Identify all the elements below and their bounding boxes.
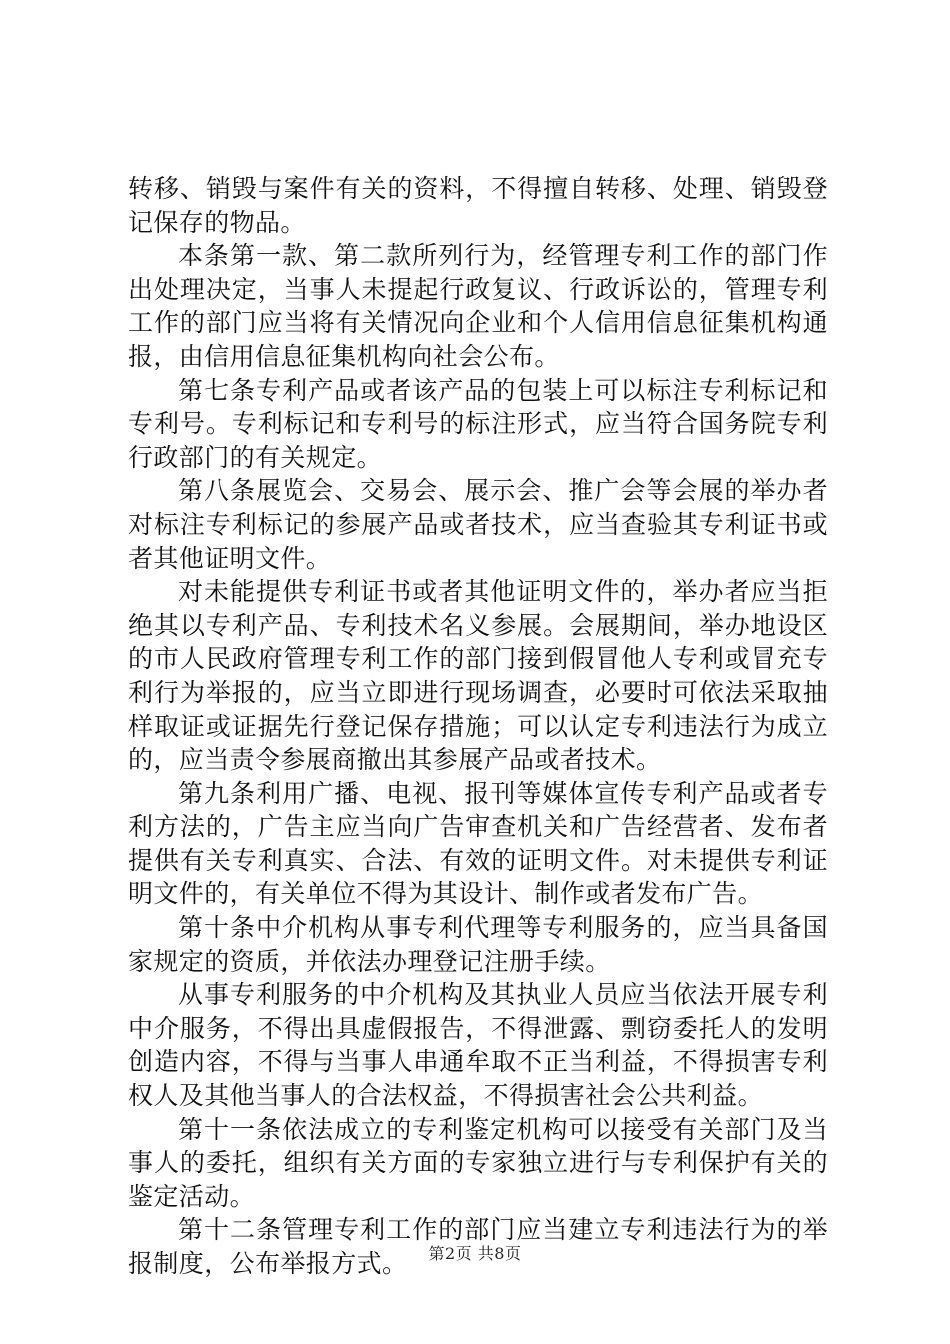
paragraph-10: 第十二条管理专利工作的部门应当建立专利违法行为的举报制度，公布举报方式。 <box>128 1215 828 1278</box>
paragraph-6: 第九条利用广播、电视、报刊等媒体宣传专利产品或者专利方法的，广告主应当向广告审查机关和广告经营者、发布者提供有关专利真实、合法、有效的证明文件。对未提供专利证明文件的，有关单位不得为其设计、制作或者发布广告。 <box>128 778 828 909</box>
document-body <box>128 172 828 1281</box>
paragraph-5: 对未能提供专利证书或者其他证明文件的，举办者应当拒绝其以专利产品、专利技术名义参展。会展期间，举办地设区的市人民政府管理专利工作的部门接到假冒他人专利或冒充专利行为举报的，应当立即进行现场调查，必要时可依法采取抽样取证或证据先行登记保存措施；可以认定专利违法行为成立的，应当责令参展商撤出其参展产品或者技术。 <box>128 577 828 775</box>
paragraph-4: 第八条展览会、交易会、展示会、推广会等会展的举办者对标注专利标记的参展产品或者技术，应当查验其专利证书或者其他证明文件。 <box>128 476 828 573</box>
paragraph-1: 转移、销毁与案件有关的资料，不得擅自转移、处理、销毁登记保存的物品。 <box>128 174 828 237</box>
paragraph-8: 从事专利服务的中介机构及其执业人员应当依法开展专利中介服务，不得出具虚假报告，不得泄露、剽窃委托人的发明创造内容，不得与当事人串通牟取不正当利益，不得损害专利权人及其他当事人的合法权益，不得损害社会公共利益。 <box>128 980 828 1111</box>
paragraph-2: 本条第一款、第二款所列行为，经管理专利工作的部门作出处理决定，当事人未提起行政复议、行政诉讼的，管理专利工作的部门应当将有关情况向企业和个人信用信息征集机构通报，由信用信息征集机构向社会公布。 <box>128 241 828 371</box>
page-number-footer: 第2页 共8页 <box>428 1244 522 1263</box>
paragraph-9: 第十一条依法成立的专利鉴定机构可以接受有关部门及当事人的委托，组织有关方面的专家独立进行与专利保护有关的鉴定活动。 <box>128 1114 828 1211</box>
paragraph-7: 第十条中介机构从事专利代理等专利服务的，应当具备国家规定的资质，并依法办理登记注册手续。 <box>128 913 828 976</box>
paragraph-3: 第七条专利产品或者该产品的包装上可以标注专利标记和专利号。专利标记和专利号的标注形式，应当符合国务院专利行政部门的有关规定。 <box>128 375 828 472</box>
